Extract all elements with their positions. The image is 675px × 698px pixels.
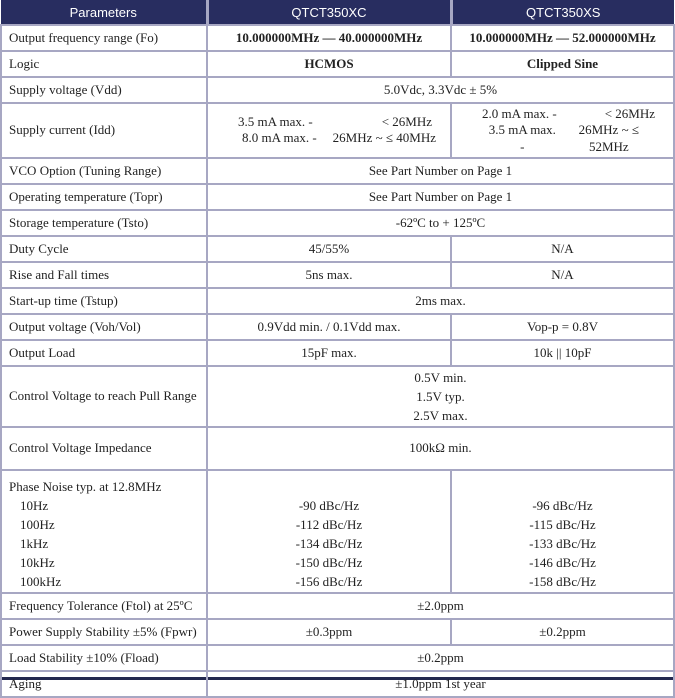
- col-header-parameters: Parameters: [1, 0, 207, 25]
- param-label: Output voltage (Voh/Vol): [1, 314, 207, 340]
- phase-spacer: [212, 477, 446, 496]
- phase-value: -96 dBc/Hz: [532, 497, 593, 513]
- param-label: [1, 470, 207, 593]
- idd-condition: < 26MHz: [604, 106, 655, 121]
- param-label: Power Supply Stability ±5% (Fpwr): [1, 619, 207, 645]
- param-label: Control Voltage Impedance: [1, 427, 207, 470]
- param-label: Start-up time (Tstup): [1, 288, 207, 314]
- row-supply-voltage: [1, 77, 674, 103]
- row-logic: [1, 51, 674, 77]
- phase-value: -146 dBc/Hz: [529, 554, 596, 570]
- phase-value: -134 dBc/Hz: [295, 535, 363, 551]
- param-label: Supply current (Idd): [1, 103, 207, 158]
- phase-freq: 10Hz: [20, 497, 49, 513]
- value-xc: 45/55%: [207, 236, 451, 262]
- col-header-qtct350xs: QTCT350XS: [451, 0, 674, 25]
- value-span: See Part Number on Page 1: [207, 184, 674, 210]
- phase-freq: 100Hz: [20, 516, 55, 532]
- row-duty-cycle: [1, 236, 674, 262]
- phase-value: -158 dBc/Hz: [529, 573, 596, 589]
- value-span: ±0.2ppm: [207, 645, 674, 671]
- row-load-stability: [1, 645, 674, 671]
- value-span: [207, 366, 674, 427]
- param-label: Supply voltage (Vdd): [1, 77, 207, 103]
- row-supply-current: [1, 103, 674, 158]
- param-label: Output Load: [1, 340, 207, 366]
- param-label: Control Voltage to reach Pull Range: [1, 366, 207, 427]
- idd-condition: 26MHz ~ ≤ 40MHz: [332, 130, 436, 146]
- row-operating-temperature: [1, 184, 674, 210]
- idd-condition: < 26MHz: [381, 114, 432, 130]
- row-output-load: [1, 340, 674, 366]
- phase-value: -112 dBc/Hz: [295, 516, 363, 532]
- value-xc: 10.000000MHz — 40.000000MHz: [207, 25, 451, 51]
- value-span: ±1.0ppm 1st year: [207, 671, 674, 697]
- phase-value: -150 dBc/Hz: [295, 554, 363, 570]
- phase-freq: 100kHz: [20, 573, 62, 589]
- cv-line: 2.5V max.: [413, 407, 468, 423]
- value-xs: Clipped Sine: [451, 51, 674, 77]
- value-span: 2ms max.: [207, 288, 674, 314]
- phase-freq: 1kHz: [20, 535, 49, 551]
- phase-value: -90 dBc/Hz: [298, 497, 360, 513]
- value-xs: N/A: [451, 262, 674, 288]
- header-row: [1, 0, 674, 25]
- value-xs: N/A: [451, 236, 674, 262]
- phase-freq: 10kHz: [20, 554, 55, 570]
- value-xc: [207, 103, 451, 158]
- idd-line: [208, 130, 450, 146]
- value-span: 5.0Vdc, 3.3Vdc ± 5%: [207, 77, 674, 103]
- param-label: Output frequency range (Fo): [1, 25, 207, 51]
- idd-line: [452, 106, 673, 122]
- row-control-voltage-impedance: [1, 427, 674, 470]
- cv-line: 0.5V min.: [414, 369, 467, 385]
- row-frequency-tolerance: [1, 593, 674, 619]
- param-label: Load Stability ±10% (Fload): [1, 645, 207, 671]
- value-span: -62ºC to + 125ºC: [207, 210, 674, 236]
- row-output-frequency-range: [1, 25, 674, 51]
- param-label: Aging: [1, 671, 207, 697]
- idd-current: 3.5 mA max. -: [488, 122, 556, 154]
- value-xs: [451, 470, 674, 593]
- param-label: Storage temperature (Tsto): [1, 210, 207, 236]
- row-storage-temperature: [1, 210, 674, 236]
- param-label: Frequency Tolerance (Ftol) at 25ºC: [1, 593, 207, 619]
- idd-line: [452, 122, 673, 155]
- value-xs: ±0.2ppm: [451, 619, 674, 645]
- value-xs: [451, 103, 674, 158]
- row-output-voltage: [1, 314, 674, 340]
- row-startup-time: [1, 288, 674, 314]
- phase-value: -115 dBc/Hz: [529, 516, 596, 532]
- param-label: Duty Cycle: [1, 236, 207, 262]
- value-xs: Vop-p = 0.8V: [451, 314, 674, 340]
- param-label: Logic: [1, 51, 207, 77]
- value-xc: ±0.3ppm: [207, 619, 451, 645]
- phase-spacer: [456, 477, 669, 496]
- phase-value: -156 dBc/Hz: [295, 573, 363, 589]
- param-label: Operating temperature (Topr): [1, 184, 207, 210]
- value-span: 100kΩ min.: [207, 427, 674, 470]
- value-xs: 10k || 10pF: [451, 340, 674, 366]
- row-vco-option: [1, 158, 674, 184]
- value-span: See Part Number on Page 1: [207, 158, 674, 184]
- idd-current: 2.0 mA max. -: [482, 106, 557, 121]
- cv-line: 1.5V typ.: [416, 388, 465, 404]
- value-xc: 5ns max.: [207, 262, 451, 288]
- row-control-voltage-pull-range: [1, 366, 674, 427]
- col-header-qtct350xc: QTCT350XC: [207, 0, 451, 25]
- phase-value: -133 dBc/Hz: [529, 535, 596, 551]
- idd-condition: 26MHz ~ ≤ 52MHz: [578, 122, 639, 154]
- value-xs: 10.000000MHz — 52.000000MHz: [451, 25, 674, 51]
- value-xc: 0.9Vdd min. / 0.1Vdd max.: [207, 314, 451, 340]
- param-label: VCO Option (Tuning Range): [1, 158, 207, 184]
- row-phase-noise: [1, 470, 674, 593]
- row-power-supply-stability: [1, 619, 674, 645]
- phase-noise-title: Phase Noise typ. at 12.8MHz: [9, 478, 162, 494]
- idd-current: 8.0 mA max. -: [242, 130, 317, 146]
- idd-current: 3.5 mA max. -: [238, 114, 313, 130]
- value-span: ±2.0ppm: [207, 593, 674, 619]
- value-xc: HCMOS: [207, 51, 451, 77]
- row-aging: [1, 671, 674, 697]
- row-rise-fall-times: [1, 262, 674, 288]
- value-xc: [207, 470, 451, 593]
- param-label: Rise and Fall times: [1, 262, 207, 288]
- idd-line: [208, 114, 450, 130]
- value-xc: 15pF max.: [207, 340, 451, 366]
